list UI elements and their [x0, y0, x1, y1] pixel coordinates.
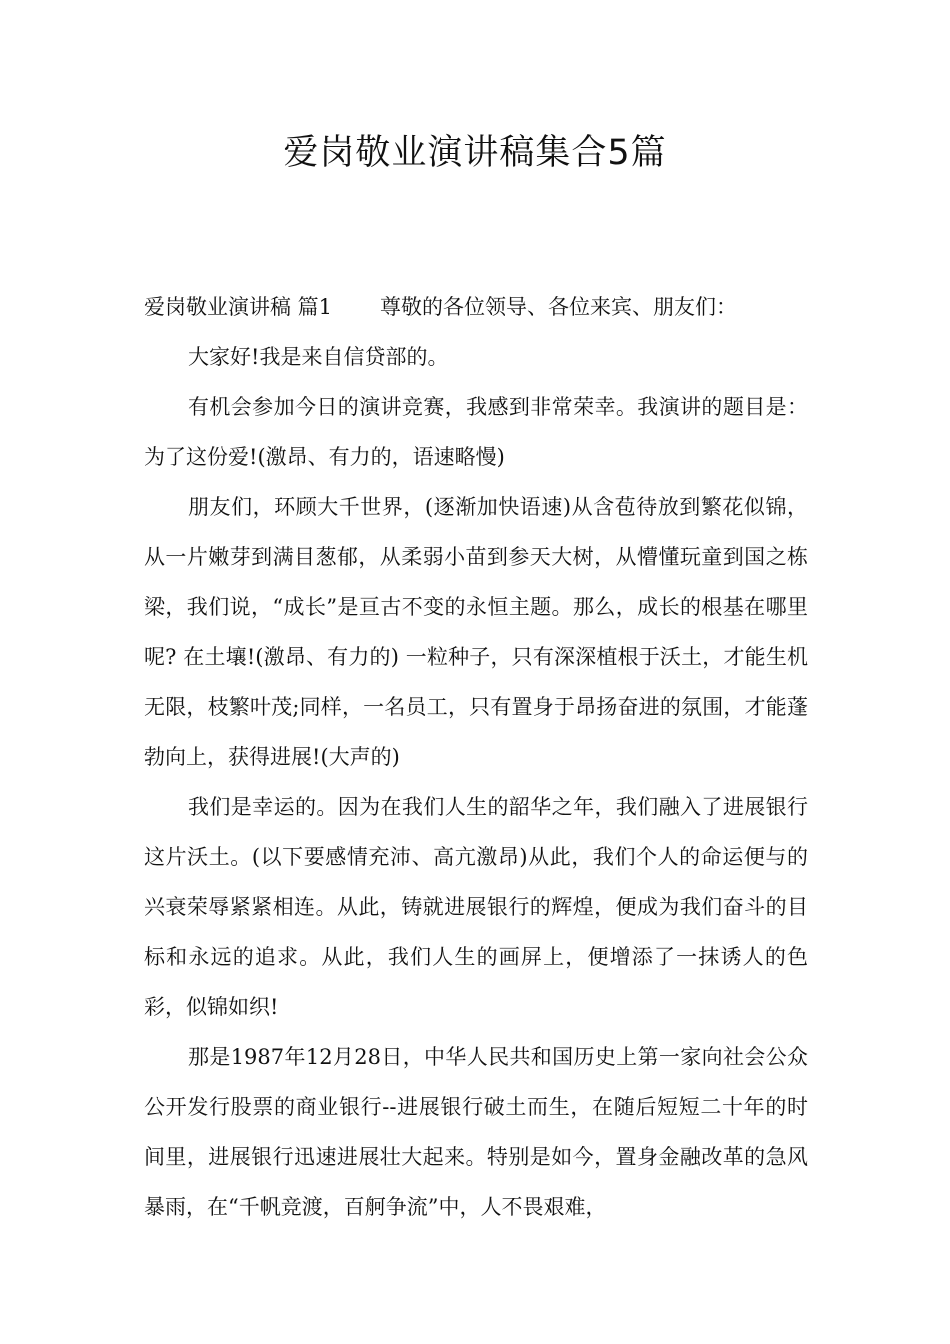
section-label: 爱岗敬业演讲稿 篇1: [144, 295, 333, 319]
paragraph: 那是1987年12月28日，中华人民共和国历史上第一家向社会公众公开发行股票的商业银行--进展银行破土而生，在随后短短二十年的时间里，进展银行迅速进展壮大起来。特别是如今，置身金融改革的急风暴雨，在“千帆竞渡，百舸争流”中，人不畏艰难，: [144, 1045, 808, 1219]
paragraph: 有机会参加今日的演讲竞赛，我感到非常荣幸。我演讲的题目是：为了这份爱!(激昂、有力的，语速略慢): [144, 395, 808, 469]
paragraph: 朋友们，环顾大千世界，(逐渐加快语速)从含苞待放到繁花似锦，从一片嫩芽到满目葱郁，从柔弱小苗到参天大树，从懵懂玩童到国之栋梁，我们说，“成长”是亘古不变的永恒主题。那么，成长的根基在哪里呢? 在土壤!(激昂、有力的) 一粒种子，只有深深植根于沃土，才能生机无限，枝繁叶茂;同样，一名员工，只有置身于昂扬奋进的氛围，才能蓬勃向上，获得进展!(大声的): [144, 495, 808, 769]
document-title: 爱岗敬业演讲稿集合5篇: [283, 133, 667, 173]
salutation: 尊敬的各位领导、各位来宾、朋友们：: [380, 295, 738, 319]
paragraph: 大家好!我是来自信贷部的。: [188, 345, 449, 369]
paragraph: 我们是幸运的。因为在我们人生的韶华之年，我们融入了进展银行这片沃土。(以下要感情充沛、高亢激昂)从此，我们个人的命运便与的兴衰荣辱紧紧相连。从此，铸就进展银行的辉煌，便成为我们奋斗的目标和永远的追求。从此，我们人生的画屏上，便增添了一抹诱人的色彩，似锦如织!: [144, 795, 808, 1019]
section-heading-line: [144, 282, 808, 332]
document-body: [144, 282, 808, 1232]
